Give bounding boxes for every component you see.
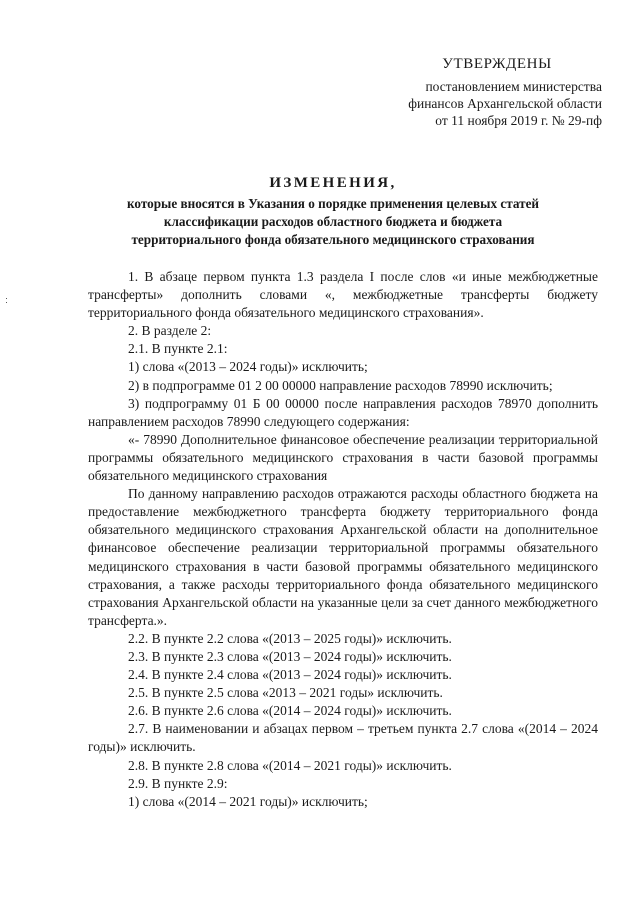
paragraph: 2) в подпрограмме 01 2 00 00000 направление расходов 78990 исключить;	[128, 377, 553, 393]
paragraph: По данному направлению расходов отражаются расходы областного бюджета на предоставление межбюджетного трансферта бюджету территориального фонда обязательного медицинского страхования Архангельской области на дополнительное финансовое обеспечение реализации территориальной программы обязательного медицинского страхования в части базовой программы обязательного медицинского страхования, а также расходы территориального фонда обязательного медицинского страхования Архангельской области на указанные цели за счет данного межбюджетного трансферта.».	[88, 486, 598, 628]
paragraph: 2.6. В пункте 2.6 слова «(2014 – 2024 годы)» исключить.	[128, 703, 452, 719]
title-subtitle-line: которые вносятся в Указания о порядке применения целевых статей	[126, 196, 540, 211]
document-title	[80, 174, 586, 249]
title-subtitle-line: классификации расходов областного бюджета и бюджета	[163, 214, 503, 229]
approval-stamp	[372, 56, 602, 129]
paragraph: 2.8. В пункте 2.8 слова «(2014 – 2021 годы)» исключить.	[128, 757, 452, 773]
title-heading: ИЗМЕНЕНИЯ,	[269, 175, 397, 191]
paragraph: 3) подпрограмму 01 Б 00 00000 после направления расходов 78970 дополнить направлением расходов 78990 следующего содержания:	[88, 395, 598, 429]
paragraph: 2.1. В пункте 2.1:	[128, 341, 228, 357]
approval-line: финансов Архангельской области	[408, 96, 602, 111]
paragraph: 1. В абзаце первом пункта 1.3 раздела I после слов «и иные межбюджетные трансферты» дополнить словами «, межбюджетные трансферты бюджету территориального фонда обязательного медицинского страхования».	[88, 269, 598, 321]
scan-mark	[6, 298, 7, 299]
paragraph: 2.3. В пункте 2.3 слова «(2013 – 2024 годы)» исключить.	[128, 648, 452, 664]
paragraph: 2. В разделе 2:	[128, 323, 212, 339]
approval-heading: УТВЕРЖДЕНЫ	[442, 56, 552, 72]
title-subtitle-line: территориального фонда обязательного медицинского страхования	[131, 232, 535, 247]
scan-mark	[6, 302, 7, 303]
paragraph: 2.5. В пункте 2.5 слова «2013 – 2021 годы» исключить.	[128, 685, 443, 701]
paragraph: 2.9. В пункте 2.9:	[128, 775, 228, 791]
approval-line: от 11 ноября 2019 г. № 29-пф	[435, 113, 602, 128]
paragraph: 1) слова «(2013 – 2024 годы)» исключить;	[128, 359, 368, 375]
document-body	[88, 268, 598, 811]
paragraph: «- 78990 Дополнительное финансовое обеспечение реализации территориальной программы обязательного медицинского страхования в части базовой программы обязательного медицинского страхования	[88, 431, 598, 484]
approval-line: постановлением министерства	[425, 79, 602, 94]
paragraph: 2.2. В пункте 2.2 слова «(2013 – 2025 годы)» исключить.	[128, 630, 452, 646]
paragraph: 2.7. В наименовании и абзацах первом – третьем пункта 2.7 слова «(2014 – 2024 годы)» исключить.	[88, 721, 598, 755]
paragraph: 1) слова «(2014 – 2021 годы)» исключить;	[128, 793, 368, 809]
paragraph: 2.4. В пункте 2.4 слова «(2013 – 2024 годы)» исключить.	[128, 667, 452, 683]
